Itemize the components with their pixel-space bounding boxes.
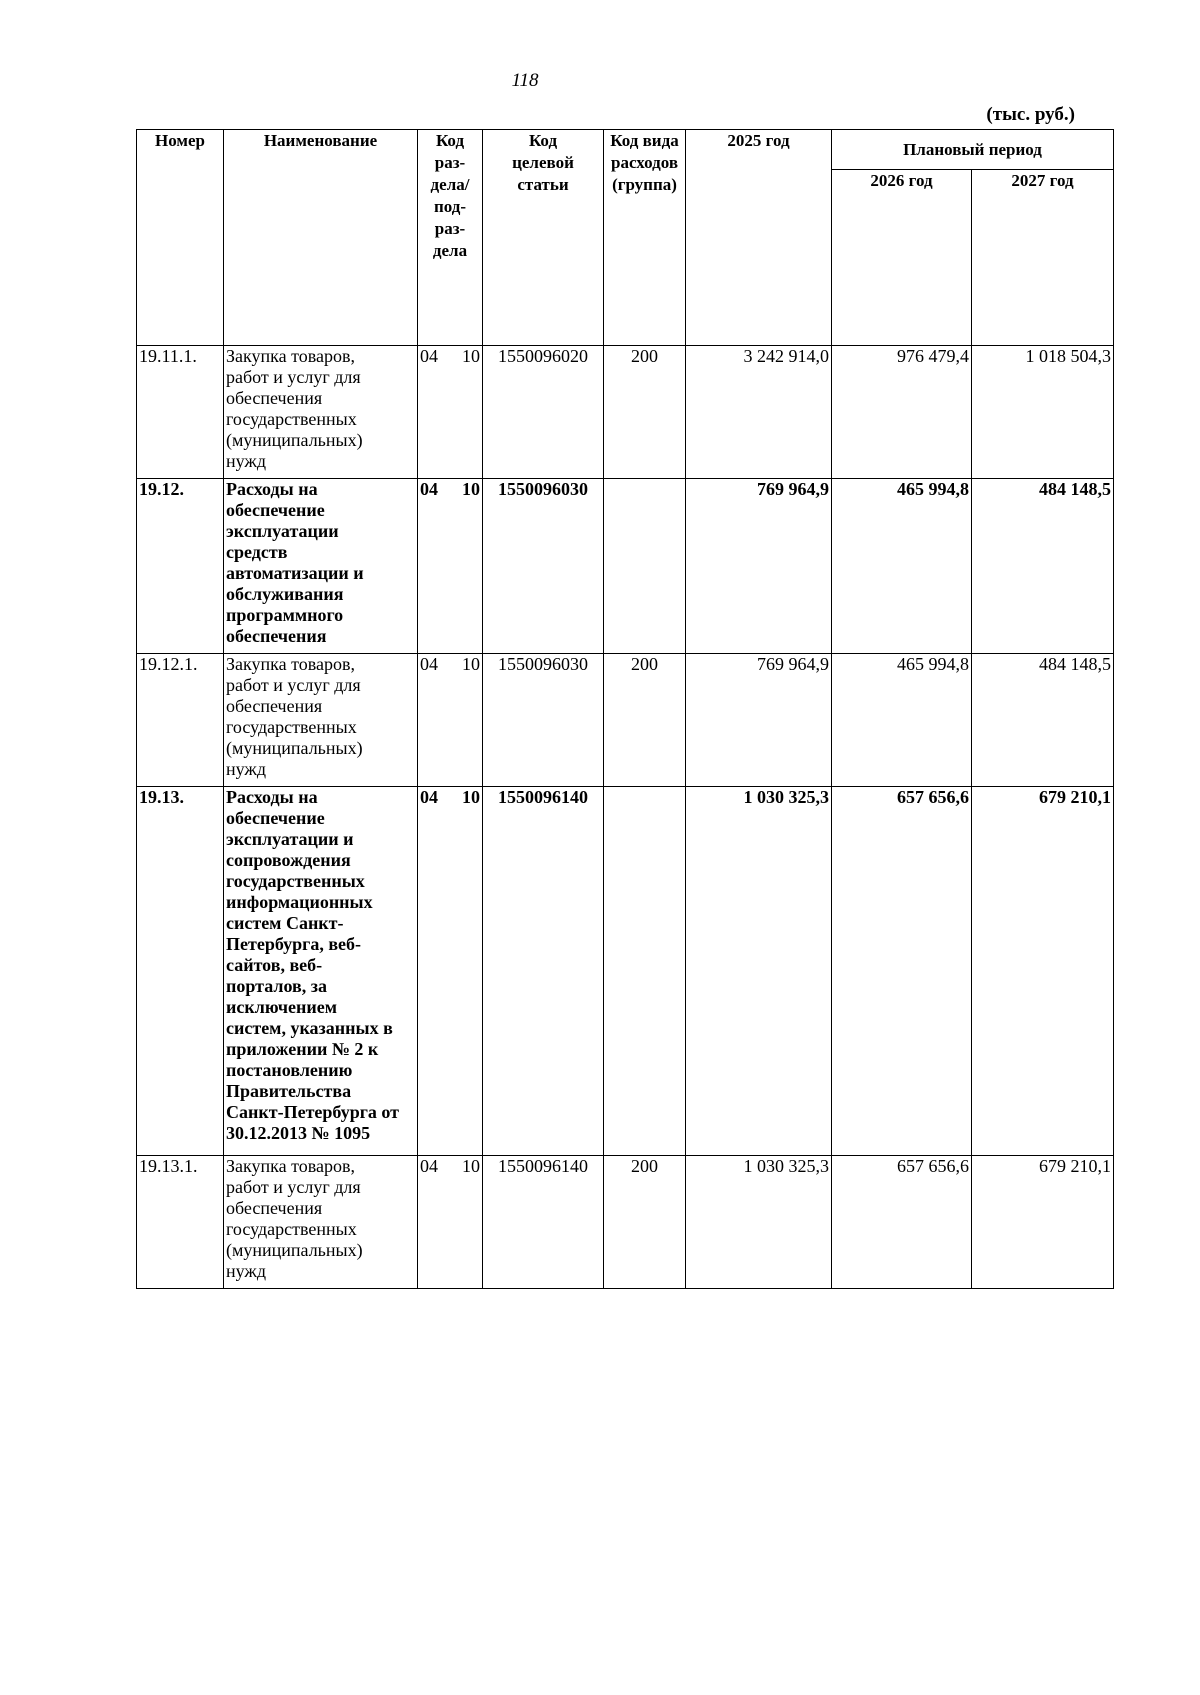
row-name-line: сайтов, веб- (226, 955, 323, 975)
row-name-line: Расходы на (226, 787, 318, 807)
row-name-line: нужд (226, 451, 266, 471)
row-name-line: 30.12.2013 № 1095 (226, 1123, 371, 1143)
row-name-line: (муниципальных) (226, 738, 363, 758)
row-name-line: работ и услуг для (226, 1177, 361, 1197)
row-value-2025: 769 964,9 (686, 479, 832, 654)
row-value-2027: 484 148,5 (972, 654, 1114, 787)
row-name-line: обеспечения (226, 388, 323, 408)
row-name-line: Закупка товаров, (226, 654, 355, 674)
row-section-code (418, 654, 483, 787)
header-year-2025: 2025 год (686, 130, 832, 346)
row-name-line: средств (226, 542, 288, 562)
header-target-line: статьи (517, 175, 569, 194)
header-target-line: целевой (512, 153, 574, 172)
row-expense-type (604, 787, 686, 1156)
header-year-2027: 2027 год (972, 170, 1114, 346)
header-target-code (483, 130, 604, 346)
row-value-2026: 465 994,8 (832, 654, 972, 787)
row-value-2026: 657 656,6 (832, 787, 972, 1156)
row-number: 19.13.1. (137, 1156, 224, 1289)
units-label: (тыс. руб.) (986, 104, 1075, 125)
row-name-line: эксплуатации и (226, 829, 354, 849)
row-name-line: приложении № 2 к (226, 1039, 379, 1059)
header-expense-type (604, 130, 686, 346)
row-name (224, 1156, 418, 1289)
header-target-line: Код (528, 131, 558, 150)
row-name-line: (муниципальных) (226, 1240, 363, 1260)
row-section-code (418, 1156, 483, 1289)
header-expense-line: (группа) (612, 175, 677, 194)
row-value-2025: 3 242 914,0 (686, 346, 832, 479)
header-section-code (418, 130, 483, 346)
row-name-line: обеспечения (226, 1198, 323, 1218)
row-name-line: Расходы на (226, 479, 318, 499)
header-section-line: раз- (434, 219, 466, 238)
row-number: 19.12.1. (137, 654, 224, 787)
row-name-line: государственных (226, 717, 357, 737)
row-name-line: обеспечения (226, 696, 323, 716)
table-row (137, 479, 1114, 654)
row-name-line: Закупка товаров, (226, 346, 355, 366)
row-name-line: нужд (226, 759, 266, 779)
row-name-line: обслуживания (226, 584, 344, 604)
row-name-line: (муниципальных) (226, 430, 363, 450)
table-row (137, 1156, 1114, 1289)
budget-table (136, 129, 1114, 1289)
row-expense-type: 200 (604, 654, 686, 787)
table-row (137, 346, 1114, 479)
row-target-code: 1550096030 (483, 479, 604, 654)
row-target-code: 1550096020 (483, 346, 604, 479)
header-section-line: раз- (434, 153, 466, 172)
row-value-2025: 1 030 325,3 (686, 787, 832, 1156)
row-name-line: нужд (226, 1261, 266, 1281)
row-value-2027: 679 210,1 (972, 1156, 1114, 1289)
header-section-line: под- (433, 197, 467, 216)
row-value-2025: 769 964,9 (686, 654, 832, 787)
header-expense-line: расходов (611, 153, 678, 172)
header-name: Наименование (224, 130, 418, 346)
row-number: 19.13. (137, 787, 224, 1156)
row-name-line: программного (226, 605, 344, 625)
header-expense-line: Код вида (610, 131, 679, 150)
row-name (224, 346, 418, 479)
row-name (224, 787, 418, 1156)
row-name-line: государственных (226, 409, 357, 429)
header-planned-period: Плановый период (832, 130, 1114, 170)
row-name-line: работ и услуг для (226, 367, 361, 387)
row-name-line: систем, указанных в (226, 1018, 393, 1038)
subsection-code: 10 (462, 654, 480, 674)
row-name-line: работ и услуг для (226, 675, 361, 695)
row-number: 19.11.1. (137, 346, 224, 479)
row-name-line: порталов, за (226, 976, 327, 996)
table-row (137, 654, 1114, 787)
row-name-line: автоматизации и (226, 563, 364, 583)
section-code: 04 (420, 346, 438, 366)
row-section-code (418, 787, 483, 1156)
header-number: Номер (137, 130, 224, 346)
row-value-2025: 1 030 325,3 (686, 1156, 832, 1289)
section-code: 04 (420, 1156, 438, 1176)
row-name-line: Правительства (226, 1081, 352, 1101)
row-value-2027: 1 018 504,3 (972, 346, 1114, 479)
row-expense-type: 200 (604, 346, 686, 479)
row-name-line: Санкт-Петербурга от (226, 1102, 400, 1122)
row-value-2026: 976 479,4 (832, 346, 972, 479)
row-name-line: информационных (226, 892, 373, 912)
subsection-code: 10 (462, 479, 480, 499)
row-name-line: эксплуатации (226, 521, 339, 541)
row-name-line: Петербурга, веб- (226, 934, 362, 954)
row-name (224, 654, 418, 787)
row-value-2026: 657 656,6 (832, 1156, 972, 1289)
row-name-line: систем Санкт- (226, 913, 344, 933)
row-expense-type (604, 479, 686, 654)
subsection-code: 10 (462, 1156, 480, 1176)
row-section-code (418, 346, 483, 479)
subsection-code: 10 (462, 346, 480, 366)
section-code: 04 (420, 787, 438, 807)
row-name-line: обеспечение (226, 500, 325, 520)
header-section-line: дела (432, 241, 468, 260)
row-number: 19.12. (137, 479, 224, 654)
row-target-code: 1550096030 (483, 654, 604, 787)
row-name (224, 479, 418, 654)
header-section-line: Код (435, 131, 465, 150)
row-value-2027: 484 148,5 (972, 479, 1114, 654)
subsection-code: 10 (462, 787, 480, 807)
row-target-code: 1550096140 (483, 1156, 604, 1289)
section-code: 04 (420, 654, 438, 674)
row-name-line: исключением (226, 997, 338, 1017)
row-target-code: 1550096140 (483, 787, 604, 1156)
header-section-line: дела/ (430, 175, 470, 194)
row-name-line: обеспечение (226, 808, 325, 828)
page-number: 118 (511, 70, 539, 91)
table-row (137, 787, 1114, 1156)
row-name-line: Закупка товаров, (226, 1156, 355, 1176)
row-name-line: обеспечения (226, 626, 327, 646)
row-value-2026: 465 994,8 (832, 479, 972, 654)
row-name-line: государственных (226, 871, 365, 891)
section-code: 04 (420, 479, 438, 499)
header-year-2026: 2026 год (832, 170, 972, 346)
row-name-line: сопровождения (226, 850, 351, 870)
row-name-line: постановлению (226, 1060, 353, 1080)
row-name-line: государственных (226, 1219, 357, 1239)
row-value-2027: 679 210,1 (972, 787, 1114, 1156)
row-expense-type: 200 (604, 1156, 686, 1289)
row-section-code (418, 479, 483, 654)
